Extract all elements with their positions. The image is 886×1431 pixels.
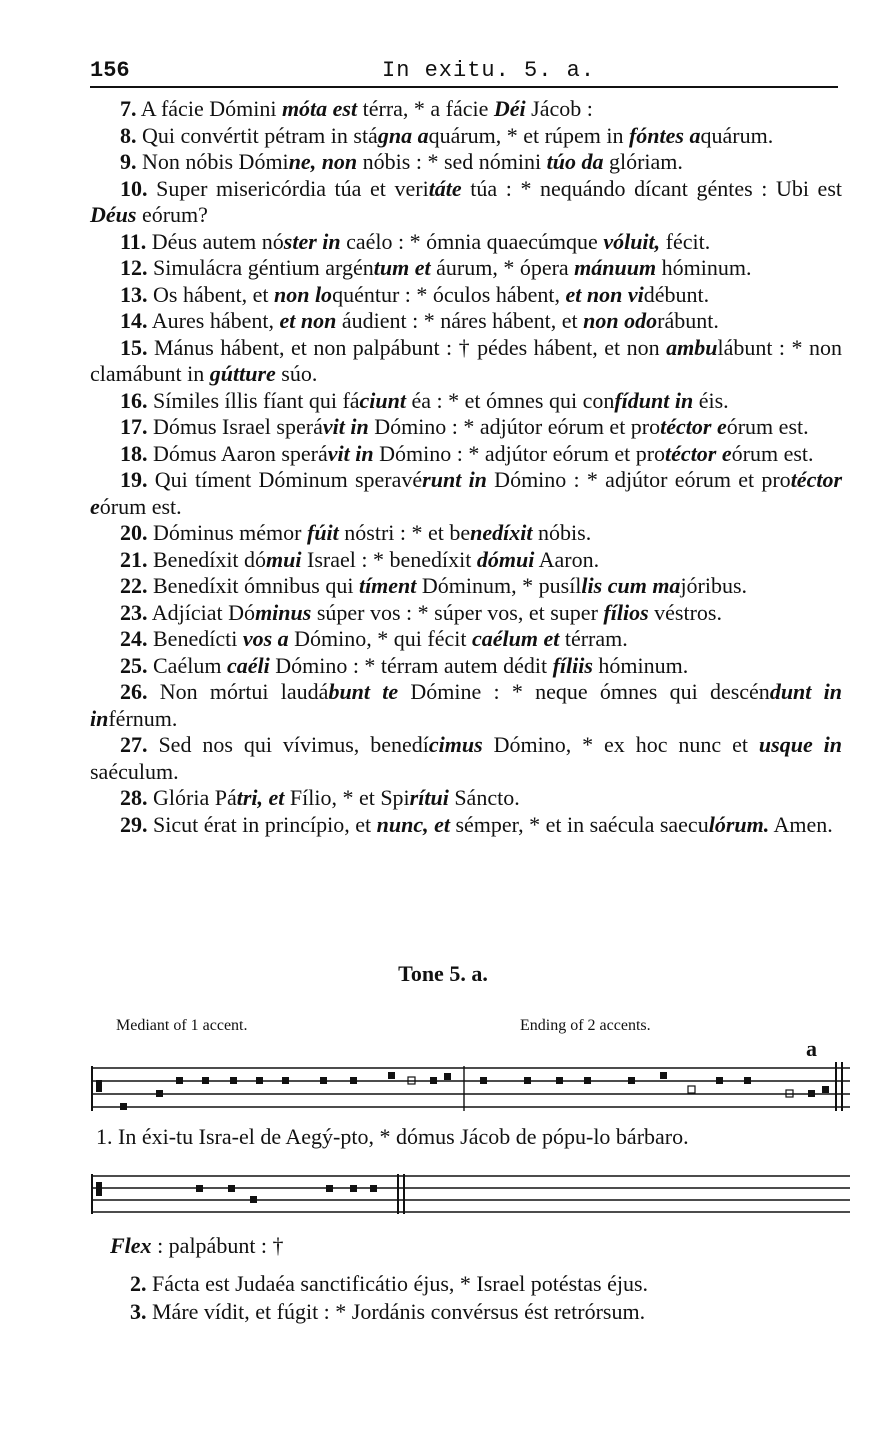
verse [90, 388, 842, 415]
verse-number: 10. [120, 175, 148, 201]
verse-text: Déus autem nóster in caélo : * ómnia quaecúmque vóluit, fécit. [151, 228, 711, 254]
verse-text: Benedíxit dómui Israel : * benedíxit dómui Aaron. [153, 546, 600, 572]
verse-text: Non nóbis Dómine, non nóbis : * sed nómini túo da glóriam. [142, 149, 683, 174]
verse-text: Benedíxit ómnibus qui tíment Dóminum, * pusíllis cum majóribus. [153, 573, 748, 598]
verse-number: 8. [120, 122, 137, 148]
verse [90, 520, 842, 547]
verse-number: 23. [120, 599, 148, 625]
tail-verse-3: 3. Máre vídit, et fúgit : * Jordánis convérsus ést retrórsum. [130, 1299, 646, 1324]
running-title: In exitu. 5. a. [382, 58, 596, 83]
verse-text: Adjíciat Dóminus súper vos : * súper vos, et super fílios véstros. [151, 599, 722, 625]
verse-text: Super misericórdia túa et veritáte túa : * nequándo dícant géntes : Ubi est Déus eórum? [90, 175, 842, 227]
mediant-caption: Mediant of 1 accent. [116, 1017, 248, 1034]
verse-text: Os hábent, et non loquéntur : * óculos hábent, et non vidébunt. [153, 281, 710, 307]
staff-neumes [96, 1072, 829, 1110]
verse-number: 18. [120, 440, 148, 466]
verse-text: Dómus Aaron sperávit in Dómino : * adjútor eórum et protéctor eórum est. [153, 440, 814, 466]
verse [90, 547, 842, 574]
verse-number: 7. [120, 96, 137, 121]
verse-text: Simulácra géntium argéntum et áurum, * ópera mánuum hóminum. [153, 255, 752, 280]
verse-number: 24. [120, 626, 148, 651]
verse [90, 308, 842, 335]
verse-number: 11. [120, 228, 147, 254]
verse-text: Sed nos qui vívimus, benedícimus Dómino, * ex hoc nunc et usque in saéculum. [90, 732, 842, 784]
verse-number: 15. [120, 334, 148, 360]
verse-text: Aures hábent, et non áudient : * náres hábent, et non odorábunt. [151, 308, 719, 333]
verse-text: Mánus hábent, et non palpábunt : † pédes hábent, et non ambulábunt : * non clamábunt in gútture súo. [90, 334, 843, 386]
flex-text: : palpábunt : † [157, 1233, 284, 1258]
verse [90, 96, 842, 123]
verse [90, 255, 842, 282]
verse-text: Benedícti vos a Dómino, * qui fécit caélum et térram. [153, 626, 628, 651]
verse-text: Símiles íllis fíant qui fáciunt éa : * et ómnes qui confídunt in éis. [153, 387, 729, 413]
verse-text: Non mórtui laudábunt te Dómine : * neque ómnes qui descéndunt in inférnum. [90, 679, 842, 731]
ending-letter: a [806, 1036, 817, 1061]
chant-staff-flex [0, 1168, 886, 1218]
page-header [90, 58, 838, 88]
verse [90, 812, 842, 839]
verse-text: Glória Pátri, et Fílio, * et Spirítui Sáncto. [153, 785, 520, 810]
verse-text: Qui tíment Dóminum speravérunt in Dómino : * adjútor eórum et protéctor eórum est. [90, 467, 843, 519]
verse [90, 679, 842, 732]
verse-text: Dómus Israel sperávit in Dómino : * adjútor eórum et protéctor eórum est. [153, 414, 809, 439]
verse-number: 9. [120, 149, 137, 174]
verse-text: Dóminus mémor fúit nóstri : * et benedíxit nóbis. [153, 520, 592, 545]
verse-text: Qui convértit pétram in stágna aquárum, * et rúpem in fóntes aquárum. [142, 122, 774, 148]
verse-number: 22. [120, 573, 148, 598]
verse [90, 282, 842, 309]
verse-number: 19. [120, 467, 148, 492]
chant-text-line: 1. In éxi-tu Isra-el de Aegý-pto, * dómus Jácob de pópu-lo bárbaro. [96, 1124, 689, 1149]
verse-number: 12. [120, 255, 148, 280]
verse-number: 13. [120, 281, 148, 307]
tail-verse-2: 2. Fácta est Judaéa sanctificátio éjus, * Israel potéstas éjus. [130, 1271, 649, 1296]
verse-text: Caélum caéli Dómino : * térram autem dédit fíliis hóminum. [153, 652, 689, 678]
verse-number: 27. [120, 732, 148, 757]
verse-list [90, 96, 842, 838]
verse [90, 149, 842, 176]
verse-number: 20. [120, 520, 148, 545]
verse [90, 600, 842, 627]
verse-number: 28. [120, 785, 148, 810]
tone-title: Tone 5. a. [398, 961, 488, 986]
ending-caption: Ending of 2 accents. [520, 1017, 651, 1034]
verse [90, 123, 842, 150]
verse-text: A fácie Dómini móta est térra, * a fácie Déi Jácob : [140, 96, 593, 121]
verse [90, 785, 842, 812]
verse [90, 467, 842, 520]
verse-text: Sicut érat in princípio, et nunc, et sémper, * et in saécula saeculórum. Amen. [153, 811, 833, 837]
verse [90, 229, 842, 256]
page-number: 156 [90, 58, 130, 83]
flex-line [110, 1233, 284, 1259]
verse [90, 573, 842, 600]
verse-number: 26. [120, 679, 148, 704]
verse-number: 14. [120, 308, 148, 333]
verse [90, 441, 842, 468]
verse-number: 21. [120, 546, 148, 572]
verse-number: 16. [120, 387, 148, 413]
verse [90, 335, 842, 388]
verse-number: 29. [120, 811, 148, 837]
verse-number: 25. [120, 652, 148, 678]
chant-staff-main [0, 1056, 886, 1118]
verse-number: 17. [120, 414, 148, 439]
flex-label: Flex [110, 1233, 152, 1258]
verse [90, 732, 842, 785]
verse [90, 653, 842, 680]
verse [90, 626, 842, 653]
verse [90, 176, 842, 229]
verse [90, 414, 842, 441]
